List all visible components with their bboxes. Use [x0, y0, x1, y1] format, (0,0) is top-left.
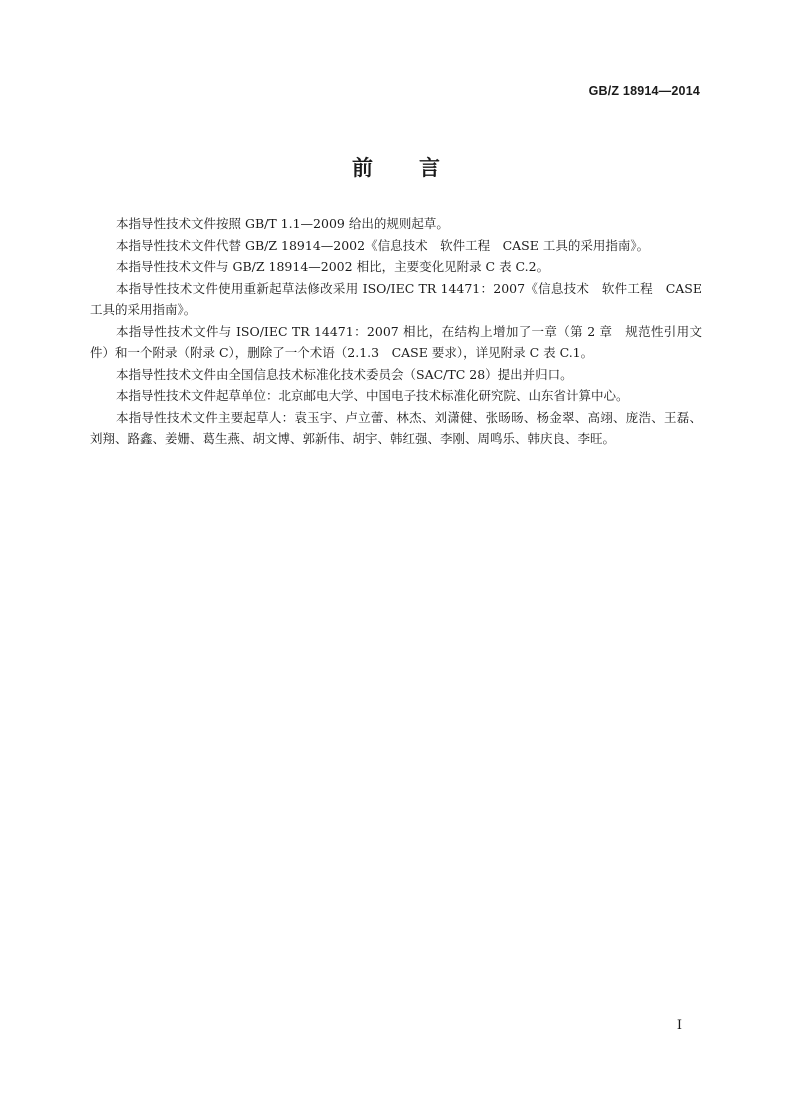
paragraph-adoption: 本指导性技术文件使用重新起草法修改采用 ISO/IEC TR 14471：2007《信息技术 软件工程 CASE 工具的采用指南》。	[90, 280, 702, 317]
paragraph-drafting-rules: 本指导性技术文件按照 GB/T 1.1—2009 给出的规则起草。	[116, 216, 449, 231]
title-char-2: 言	[419, 156, 440, 180]
paragraph-drafting-units: 本指导性技术文件起草单位：北京邮电大学、中国电子技术标准化研究院、山东省计算中心。	[116, 388, 629, 403]
foreword-body	[90, 213, 702, 450]
paragraph-changes: 本指导性技术文件与 GB/Z 18914—2002 相比，主要变化见附录 C 表 C.2。	[116, 259, 550, 274]
page-number: I	[676, 1018, 682, 1033]
paragraph-replaces: 本指导性技术文件代替 GB/Z 18914—2002《信息技术 软件工程 CASE 工具的采用指南》。	[116, 237, 650, 253]
title-char-1: 前	[352, 156, 373, 180]
paragraph-proposer: 本指导性技术文件由全国信息技术标准化技术委员会（SAC/TC 28）提出并归口。	[116, 366, 573, 382]
paragraph-differences: 本指导性技术文件与 ISO/IEC TR 14471：2007 相比，在结构上增加了一章（第 2 章 规范性引用文件）和一个附录（附录 C），删除了一个术语（2.1.3 CASE 要求），详见附录 C 表 C.1。	[90, 323, 702, 360]
standard-code: GB/Z 18914—2014	[588, 84, 700, 98]
page-title	[0, 152, 792, 182]
paragraph-drafters: 本指导性技术文件主要起草人：袁玉宇、卢立蕾、林杰、刘潇健、张旸旸、杨金翠、高翊、庞浩、王磊、刘翔、路鑫、姜姗、葛生燕、胡文博、郭新伟、胡宇、韩红强、李刚、周鸣乐、韩庆良、李旺。	[90, 409, 702, 446]
